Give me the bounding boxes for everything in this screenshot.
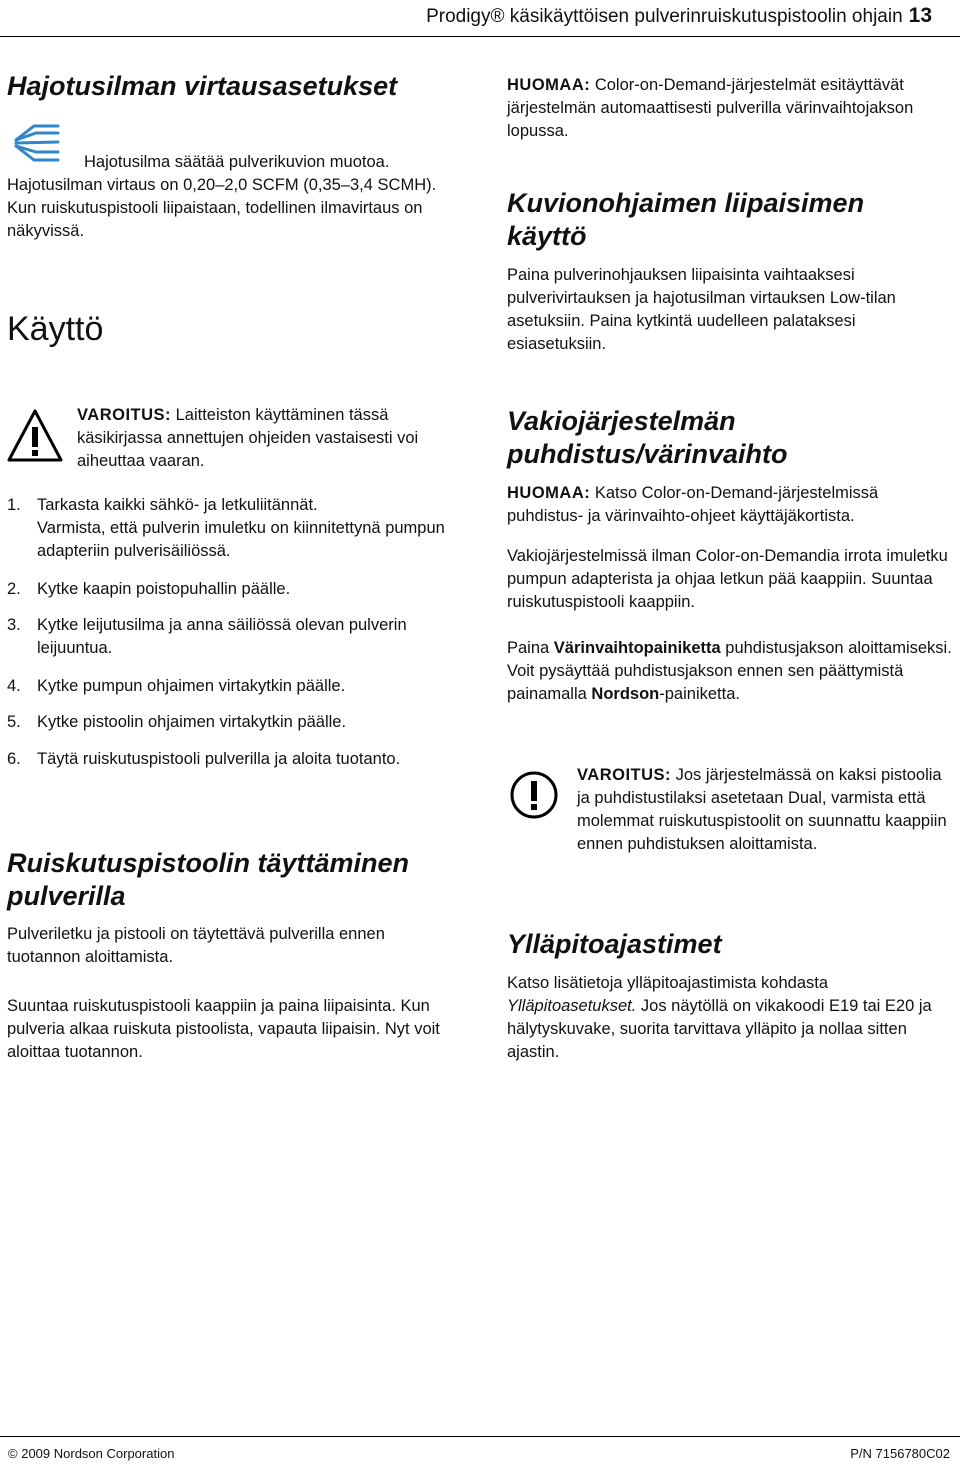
footer-part-number: P/N 7156780C02 <box>850 1446 950 1461</box>
list-item <box>7 675 447 698</box>
note-1-text: Color-on-Demand-järjestelmät esitäyttävät järjestelmän automaattisesti pulverilla värinvaihtojakson lopussa. <box>507 76 914 140</box>
step-number: 5. <box>7 713 21 731</box>
note-1-label: HUOMAA: <box>507 76 591 94</box>
header-rule <box>0 36 960 37</box>
spray-pattern-icon <box>12 120 62 166</box>
page-number: 13 <box>908 4 932 27</box>
warning-1-text: Laitteiston käyttäminen tässä käsikirjassa annettujen ohjeiden vastaisesti voi aiheuttaa vaaran. <box>77 406 419 470</box>
note-2-label: HUOMAA: <box>507 484 591 502</box>
spray-air-text: Hajotusilman virtaus on 0,20–2,0 SCFM (0,35–3,4 SCMH). Kun ruiskutuspistooli liipaistaan, todellinen ilmavirtaus on näkyvissä. <box>7 176 437 240</box>
filling-paragraph-2: Suuntaa ruiskutuspistooli kaappiin ja paina liipaisinta. Kun pulveria alkaa ruiskuta pistoolista, vapauta liipaisin. Nyt voit aloittaa tuotannon. <box>7 997 440 1061</box>
section-title-spray-air: Hajotusilman virtausasetukset <box>7 71 398 101</box>
step-text: Tarkasta kaikki sähkö- ja letkuliitännät. <box>37 496 318 514</box>
step-text: Kytke kaapin poistopuhallin päälle. <box>37 580 291 598</box>
color-change-button-name: Värinvaihtopainiketta <box>553 639 721 657</box>
note-1 <box>507 74 952 143</box>
list-item <box>7 517 447 563</box>
step-text: Varmista, että pulverin imuletku on kiinnitettynä pumpun adapteriin pulverisäiliössä. <box>37 519 445 560</box>
warning-2-text: Jos järjestelmässä on kaksi pistoolia ja puhdistustilaksi asetetaan Dual, varmista että molemmat ruiskutuspistoolit on suunnattu kaappiin ennen puhdistuksen aloittamista. <box>577 766 947 853</box>
heading-kaytto: Käyttö <box>7 310 104 348</box>
step-number: 2. <box>7 580 21 598</box>
footer-left-text: 2009 Nordson Corporation <box>21 1446 175 1461</box>
step-number: 1. <box>7 496 21 514</box>
step-number: 3. <box>7 616 21 634</box>
step-text: Täytä ruiskutuspistooli pulverilla ja aloita tuotanto. <box>37 750 401 768</box>
nordson-button-name: Nordson <box>591 685 660 703</box>
list-item <box>7 614 447 660</box>
maintenance-paragraph <box>507 972 952 1064</box>
footer-copyright <box>8 1446 174 1461</box>
section-title-pattern-trigger: Kuvionohjaimen liipaisimen käyttö <box>507 188 865 251</box>
filling-paragraph-1: Pulveriletku ja pistooli on täytettävä pulverilla ennen tuotannon aloittamista. <box>7 925 385 966</box>
header-title: Prodigy® käsikäyttöisen pulverinruiskutuspistoolin ohjain <box>426 6 903 27</box>
pattern-trigger-paragraph: Paina pulverinohjauksen liipaisinta vaihtaaksesi pulverivirtauksen ja hajotusilman virtauksen Low-tilan asetuksiin. Paina kytkintä uudelleen palataksesi esiasetuksiin. <box>507 266 896 353</box>
note-2 <box>507 482 952 528</box>
step-text: Kytke leijutusilma ja anna säiliössä olevan pulverin leijuuntua. <box>37 616 407 657</box>
warning-2-label: VAROITUS: <box>577 766 672 784</box>
warning-exclamation-icon <box>509 770 559 820</box>
purge-p2-c: -painiketta. <box>659 685 740 703</box>
warning-triangle-icon <box>6 408 64 464</box>
section-title-filling: Ruiskutuspistoolin täyttäminen pulverilla <box>7 848 410 911</box>
maintenance-b: Jos näytöllä on vikakoodi E19 tai E20 ja hälytyskuvake, suorita tarvittava ylläpito ja nollaa sitten ajastin. <box>507 997 932 1061</box>
step-number: 4. <box>7 677 21 695</box>
purge-p2-b: puhdistusjakson aloittamiseksi. Voit pysäyttää puhdistusjakson ennen sen päättymistä painamalla <box>507 639 952 703</box>
purge-paragraph-1: Vakiojärjestelmissä ilman Color-on-Demandia irrota imuletku pumpun adapterista ja ohjaa letkun pää kaappiin. Suuntaa ruiskutuspistooli kaappiin. <box>507 547 948 611</box>
running-header <box>426 4 932 28</box>
warning-1 <box>77 404 467 473</box>
list-item <box>7 494 447 517</box>
step-text: Kytke pumpun ohjaimen virtakytkin päälle. <box>37 677 346 695</box>
copyright-icon: © <box>8 1446 18 1461</box>
list-item <box>7 711 447 734</box>
step-number: 6. <box>7 750 21 768</box>
section-title-maintenance-timers: Ylläpitoajastimet <box>507 929 722 959</box>
purge-p2-a: Paina <box>507 639 550 657</box>
note-2-text: Katso Color-on-Demand-järjestelmissä puhdistus- ja värinvaihto-ohjeet käyttäjäkortista. <box>507 484 879 525</box>
list-item <box>7 748 447 794</box>
warning-2 <box>577 764 952 856</box>
purge-paragraph-2 <box>507 637 952 706</box>
footer-rule <box>0 1436 960 1437</box>
warning-1-label: VAROITUS: <box>77 406 172 424</box>
section-title-purge: Vakiojärjestelmän puhdistus/värinvaihto <box>507 406 788 469</box>
step-text: Kytke pistoolin ohjaimen virtakytkin päälle. <box>37 713 347 731</box>
maintenance-a: Katso lisätietoja ylläpitoajastimista kohdasta <box>507 974 829 992</box>
spray-air-first-line: Hajotusilma säätää pulverikuvion muotoa. <box>84 153 390 171</box>
maintenance-settings-ref: Ylläpitoasetukset. <box>507 997 637 1015</box>
list-item <box>7 578 447 601</box>
